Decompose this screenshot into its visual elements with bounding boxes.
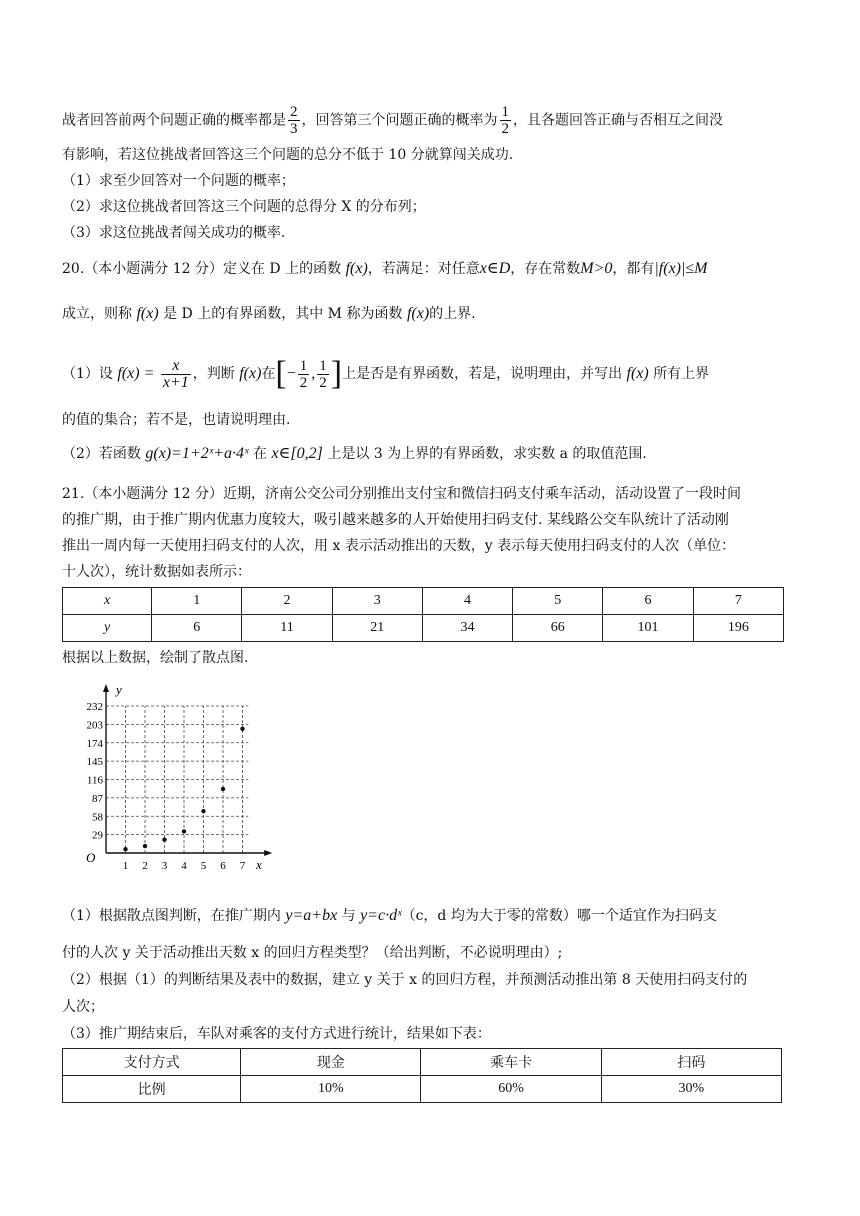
x-tick-label: 7 [239, 860, 246, 872]
math: f(x) = [117, 365, 155, 382]
q21-line2: 的推广期，由于推广期内优惠力度较大，吸引越来越多的人开始使用扫码支付. 某线路公交车队统计了活动刚 [62, 512, 729, 528]
math-model-linear: y=a+bx [285, 907, 338, 924]
q21-sub3: （3）推广期结束后，车队对乘客的支付方式进行统计，结果如下表： [62, 1026, 491, 1042]
chart-ticks [87, 701, 246, 872]
text: （1）设 [62, 366, 113, 382]
text: 的上界. [429, 306, 476, 322]
fraction-one-half [500, 104, 512, 137]
text: 在 [261, 366, 276, 382]
text: 战者回答前两个问题正确的概率都是 [62, 112, 286, 129]
comma: , [311, 365, 316, 382]
y-tick-label: 145 [86, 756, 103, 769]
right-bracket-icon: ] [330, 355, 343, 392]
table-cell: 4 [422, 588, 512, 615]
data-point [123, 847, 127, 851]
x-tick-label: 3 [161, 860, 168, 872]
table-header: 现金 [241, 1049, 421, 1076]
q19-sub2: （2）求这位挑战者回答这三个问题的总得分 X 的分布列； [62, 199, 426, 215]
table-row [63, 1076, 782, 1103]
x-tick-label: 5 [200, 860, 207, 872]
table-header-x: x [63, 588, 152, 615]
table-cell: 34 [422, 615, 512, 642]
y-tick-label: 58 [92, 811, 103, 824]
table-cell: 3 [332, 588, 422, 615]
q21-sub1 [62, 906, 800, 926]
fraction-x-over-x-plus-1 [161, 358, 191, 391]
text: 成立，则称 [62, 306, 132, 322]
frac-den: 2 [501, 121, 509, 137]
payment-table [62, 1048, 782, 1103]
table-cell: 66 [513, 615, 603, 642]
frac-num: 1 [319, 357, 327, 374]
y-tick-label: 174 [86, 737, 103, 750]
y-tick-label: 116 [86, 774, 103, 787]
table-row-label: 比例 [63, 1076, 241, 1103]
table-cell: 60% [421, 1076, 601, 1103]
data-point [143, 844, 147, 848]
text: 在 [253, 446, 268, 462]
text: 上是否是有界函数，若是，说明理由，并写出 [342, 366, 623, 382]
frac-den: 2 [299, 374, 308, 391]
table-header: 乘车卡 [421, 1049, 601, 1076]
q20-sub1 [62, 357, 800, 391]
text: ，回答第三个问题正确的概率为 [301, 112, 498, 129]
chart-axes [103, 684, 272, 856]
y-tick-label: 29 [92, 829, 103, 842]
q20-sub1-line2: 的值的集合；若不是，也请说明理由. [62, 412, 291, 428]
y-axis-label: y [116, 682, 122, 697]
text: 所有上界 [653, 366, 710, 382]
q21-line4: 十人次），统计数据如表所示： [62, 564, 251, 580]
table-cell: 1 [152, 588, 242, 615]
table-row-x [63, 588, 784, 615]
table-cell: 6 [603, 588, 693, 615]
frac-den: x+1 [162, 373, 189, 391]
table-cell: 7 [693, 588, 783, 615]
table-cell: 196 [693, 615, 783, 642]
text: 与 [341, 908, 356, 924]
text: 20.（本小题满分 12 分）定义在 D 上的函数 [62, 261, 342, 277]
math: M>0 [580, 260, 613, 277]
table-cell: 101 [603, 615, 693, 642]
text: 上是以 3 为上界的有界函数，求实数 a 的取值范围. [327, 446, 647, 462]
text: ，若满足：对任意 [367, 261, 480, 277]
q21-sub1-line2: 付的人次 y 关于活动推出天数 x 的回归方程类型？（给出判断，不必说明理由）; [62, 945, 563, 961]
text: 是 D 上的有界函数，其中 M 称为函数 [163, 306, 403, 322]
text: ，且各题回答正确与否相互之间没 [513, 112, 723, 129]
table-cell: 21 [332, 615, 422, 642]
q20-line2 [62, 304, 800, 324]
table-cell: 10% [241, 1076, 421, 1103]
table-header: 支付方式 [63, 1049, 241, 1076]
x-tick-label: 1 [122, 860, 129, 872]
frac-num: x [161, 358, 191, 375]
y-tick-label: 232 [86, 701, 103, 713]
fraction-two-thirds [288, 104, 300, 137]
frac-num: 1 [299, 357, 308, 374]
text: ，存在常数 [510, 261, 581, 277]
scatter-chart [80, 680, 280, 880]
math-fx: f(x) [345, 260, 368, 277]
q19-line1 [62, 104, 800, 137]
left-bracket-icon: [ [275, 355, 287, 392]
math-fx: f(x) [406, 305, 430, 322]
math-gx: g(x)=1+2ˣ+a·4ˣ [145, 445, 249, 462]
frac-den: 3 [290, 121, 298, 137]
y-tick-label: 87 [92, 792, 103, 805]
chart-grid [106, 706, 248, 853]
table-header: 扫码 [601, 1049, 781, 1076]
frac-num: 1 [501, 104, 509, 120]
data-point [201, 809, 205, 813]
q21-sub2-line2: 人次； [62, 999, 104, 1015]
math: x∈[0,2] [271, 445, 323, 462]
math-fx: f(x) [239, 365, 262, 382]
data-point [221, 787, 225, 791]
table-cell: 2 [242, 588, 332, 615]
frac-den: 2 [319, 374, 327, 391]
x-tick-label: 4 [181, 860, 187, 872]
fraction-half [317, 358, 329, 391]
table-header-y: y [63, 615, 152, 642]
q21-after-table: 根据以上数据，绘制了散点图. [62, 650, 249, 666]
q21-sub2-line1: （2）根据（1）的判断结果及表中的数据，建立 y 关于 x 的回归方程，并预测活动推出第 8 天使用扫码支付的 [62, 972, 748, 988]
text: ，都有 [612, 261, 655, 277]
q21-line1: 21.（本小题满分 12 分）近期，济南公交公司分别推出支付宝和微信扫码支付乘车活动，活动设置了一段时间 [62, 486, 741, 502]
x-axis-arrow-icon [264, 850, 272, 856]
table-cell: 30% [601, 1076, 781, 1103]
table-cell: 6 [152, 615, 242, 642]
q20-line1 [62, 259, 800, 279]
data-point [162, 837, 166, 841]
table-cell: 11 [242, 615, 332, 642]
data-point [182, 829, 186, 833]
q19-line2: 有影响，若这位挑战者回答这三个问题的总分不低于 10 分就算闯关成功. [62, 147, 514, 163]
table-row-header [63, 1049, 782, 1076]
x-axis-label: x [256, 857, 262, 872]
data-point [240, 727, 244, 731]
table-cell: 5 [513, 588, 603, 615]
fraction-half [298, 358, 310, 391]
q20-sub2 [62, 444, 800, 464]
text: ，判断 [192, 366, 235, 382]
q21-line3: 推出一周内每一天使用扫码支付的人次，用 x 表示活动推出的天数，y 表示每天使用扫码支付的人次（单位： [62, 538, 736, 554]
text: （c，d 均为大于零的常数）哪一个适宜作为扫码支 [401, 908, 717, 924]
x-tick-label: 6 [220, 860, 226, 872]
math: x∈D [479, 260, 511, 277]
text: （2）若函数 [62, 446, 141, 462]
text: （1）根据散点图判断，在推广期内 [62, 908, 281, 924]
frac-num: 2 [290, 104, 298, 120]
q19-sub1: （1）求至少回答对一个问题的概率； [62, 173, 295, 189]
minus-sign: − [286, 365, 296, 382]
math-fx: f(x) [626, 365, 649, 382]
data-table [62, 587, 784, 642]
math: |f(x)|≤M [654, 260, 708, 277]
x-tick-label: 2 [142, 860, 148, 872]
y-axis-arrow-icon [103, 684, 109, 692]
math-fx: f(x) [136, 305, 159, 322]
table-row-y [63, 615, 784, 642]
origin-label: O [86, 850, 96, 865]
q19-sub3: （3）求这位挑战者闯关成功的概率. [62, 225, 286, 241]
math-model-exponential: y=c·dˣ [360, 907, 402, 924]
y-tick-label: 203 [86, 719, 103, 732]
